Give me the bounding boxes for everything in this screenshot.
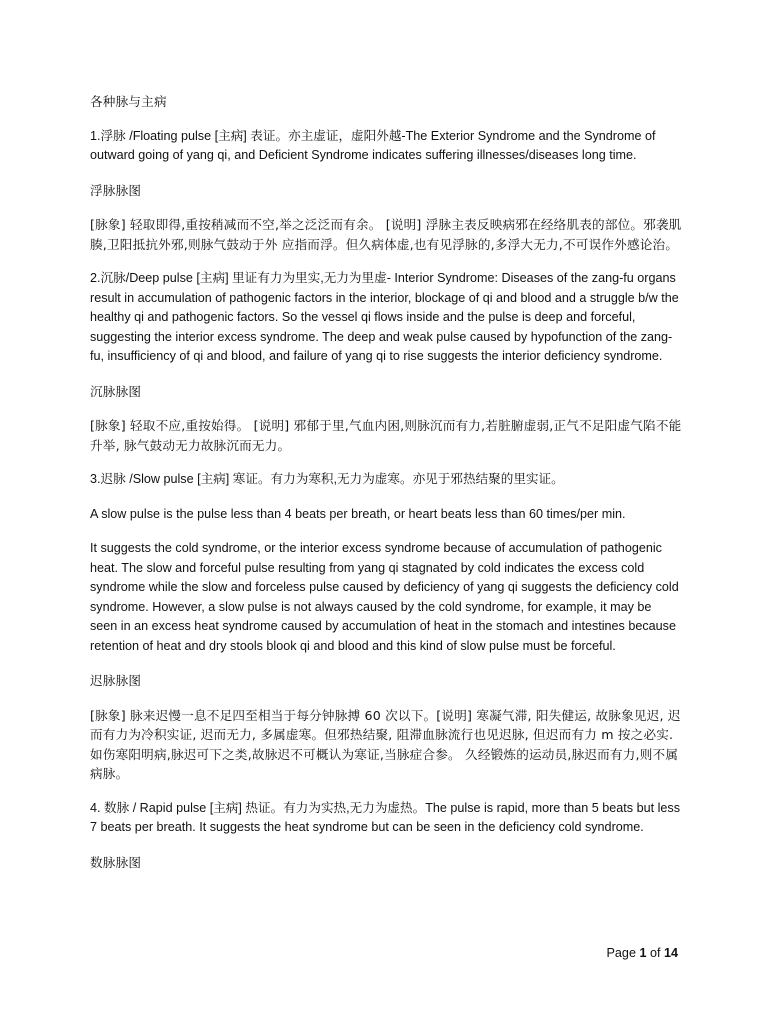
paragraph-floating-pulse: 1.浮脉 /Floating pulse [主病] 表证。亦主虚证，虚阳外越-The Exterior Syndrome and the Syndrome of outward going of yang qi, and Deficient Syndrome indicates suffering illnesses/diseases long time. (90, 128, 656, 162)
floating-pulse-diagram-caption: 浮脉脉图 (90, 182, 142, 198)
current-page-number: 1 (639, 946, 647, 960)
page-number-footer (607, 944, 678, 962)
of-label: of (649, 946, 661, 960)
slow-pulse-diagram-caption: 迟脉脉图 (90, 673, 142, 688)
paragraph-deep-pulse: 2.沉脉/Deep pulse [主病] 里证有力为里实,无力为里虚- Interior Syndrome: Diseases of the zang-fu organs result in accumulation of pathogenic factors in the interior, blockage of qi and blood and a struggle b/w the healthy qi and pathogenic factors. So the vessel qi flows inside and the pulse is deep and forceful, suggesting the interior excess syndrome. The deep and weak pulse caused by hypofunction of the zang-fu, insufficiency of qi and blood, and failure of yang qi to rise suggests the interior deficiency syndrome. (90, 271, 679, 363)
paragraph-slow-pulse: 3.迟脉 /Slow pulse [主病] 寒证。有力为寒积,无力为虚寒。亦见于邪热结聚的里实证。 (90, 472, 564, 486)
rapid-pulse-diagram-caption: 数脉脉图 (90, 854, 142, 870)
total-pages: 14 (663, 946, 678, 960)
paragraph-slow-pulse-definition: A slow pulse is the pulse less than 4 beats per breath, or heart beats less than 60 times/per min. (90, 506, 626, 521)
document-body (90, 92, 682, 887)
paragraph-rapid-pulse: 4. 数脉 / Rapid pulse [主病] 热证。有力为实热,无力为虚热。The pulse is rapid, more than 5 beats but less 7 beats per breath. It suggests the heat syndrome but can be seen in the deficiency cold syndrome. (90, 800, 681, 834)
paragraph-slow-pulse-explanation: It suggests the cold syndrome, or the interior excess syndrome because of accumulation of pathogenic heat. The slow and forceful pulse resulting from yang qi stagnated by cold indicates the excess cold syndrome while the slow and forceless pulse caused by deficiency of yang qi suggests the deficiency cold syndrome. However, a slow pulse is not always caused by the cold syndrome, for example, it may be seen in an excess heat syndrome caused by accumulation of heat in the stomach and intestines because retention of heat and dry stools blook qi and blood and this kind of slow pulse must be forceful. (90, 541, 679, 653)
paragraph-deep-pulse-description: [脉象] 轻取不应,重按始得。 [说明] 邪郁于里,气血内困,则脉沉而有力,若脏腑虚弱,正气不足阳虚气陷不能升举, 脉气鼓动无力故脉沉而无力。 (90, 418, 682, 453)
paragraph-slow-pulse-description: [脉象] 脉来迟慢一息不足四至相当于每分钟脉搏 60 次以下。[说明] 寒凝气滞, 阳失健运, 故脉象见迟, 迟而有力为冷积实证, 迟而无力, 多属虚寒。但邪热结聚, 阻滞血脉流行也见迟脉, 但迟而有力 m 按之必实. 如伤寒阳明病,脉迟可下之类,故脉迟不可概认为寒证,当脉症合参。 久经锻炼的运动员,脉迟而有力,则不属病脉。 (90, 707, 681, 781)
deep-pulse-diagram-caption: 沉脉脉图 (90, 383, 142, 399)
paragraph-floating-pulse-description: [脉象] 轻取即得,重按稍减而不空,举之泛泛而有余。 [说明] 浮脉主表反映病邪在经络肌表的部位。邪袭肌腠,卫阳抵抗外邪,则脉气鼓动于外 应指而浮。但久病体虚,也有见浮脉的,多浮大无力,不可误作外感论治。 (90, 217, 682, 252)
document-heading: 各种脉与主病 (90, 94, 167, 109)
page-label: Page (606, 946, 636, 960)
